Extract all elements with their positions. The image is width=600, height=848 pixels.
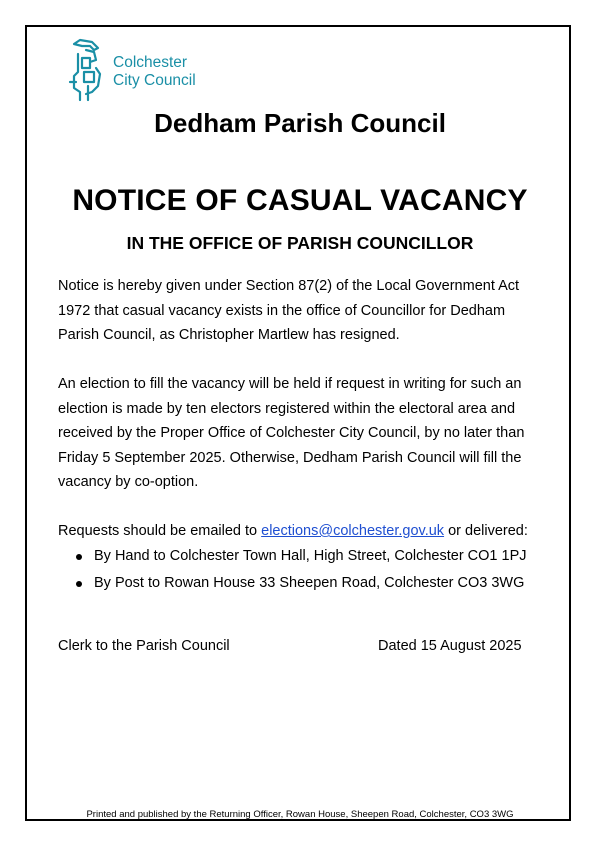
bullet-icon bbox=[76, 554, 82, 560]
bullet-icon bbox=[76, 581, 82, 587]
castle-keep-logo-icon bbox=[68, 38, 106, 102]
requests-suffix: or delivered: bbox=[444, 523, 528, 539]
delivery-by-hand: By Hand to Colchester Town Hall, High Street, Colchester CO1 1PJ bbox=[94, 548, 527, 564]
requests-line bbox=[58, 519, 548, 544]
notice-paragraph-2: An election to fill the vacancy will be held if request in writing for such an election is made by ten electors registered within the electoral area and received by the Proper Office of Colchester City Council, by no later than Friday 5 September 2025. Otherwise, Dedham Parish Council will fill the vacancy by co-option. bbox=[58, 376, 525, 490]
notice-heading: NOTICE OF CASUAL VACANCY bbox=[72, 184, 528, 217]
council-logo bbox=[68, 36, 218, 102]
elections-email-link[interactable]: elections@colchester.gov.uk bbox=[261, 523, 445, 539]
logo-line-1: Colchester bbox=[113, 54, 188, 71]
list-item bbox=[58, 543, 548, 570]
notice-subheading: IN THE OFFICE OF PARISH COUNCILLOR bbox=[126, 233, 474, 253]
requests-prefix: Requests should be emailed to bbox=[58, 523, 262, 539]
council-name-logotype bbox=[113, 54, 196, 90]
date-signoff: Dated 15 August 2025 bbox=[378, 638, 522, 654]
logo-line-2: City Council bbox=[113, 72, 196, 89]
notice-paragraph-1: Notice is hereby given under Section 87(2) of the Local Government Act 1972 that casual vacancy exists in the office of Councillor for Dedham Parish Council, as Christopher Martlew has resigned. bbox=[58, 278, 520, 343]
delivery-by-post: By Post to Rowan House 33 Sheepen Road, Colchester CO3 3WG bbox=[94, 575, 525, 591]
page-title: Dedham Parish Council bbox=[154, 108, 446, 138]
delivery-options-list bbox=[58, 543, 548, 597]
clerk-signoff: Clerk to the Parish Council bbox=[58, 638, 230, 654]
imprint-footer: Printed and published by the Returning Officer, Rowan House, Sheepen Road, Colchester, CO3 3WG bbox=[86, 809, 514, 820]
list-item bbox=[58, 570, 548, 597]
